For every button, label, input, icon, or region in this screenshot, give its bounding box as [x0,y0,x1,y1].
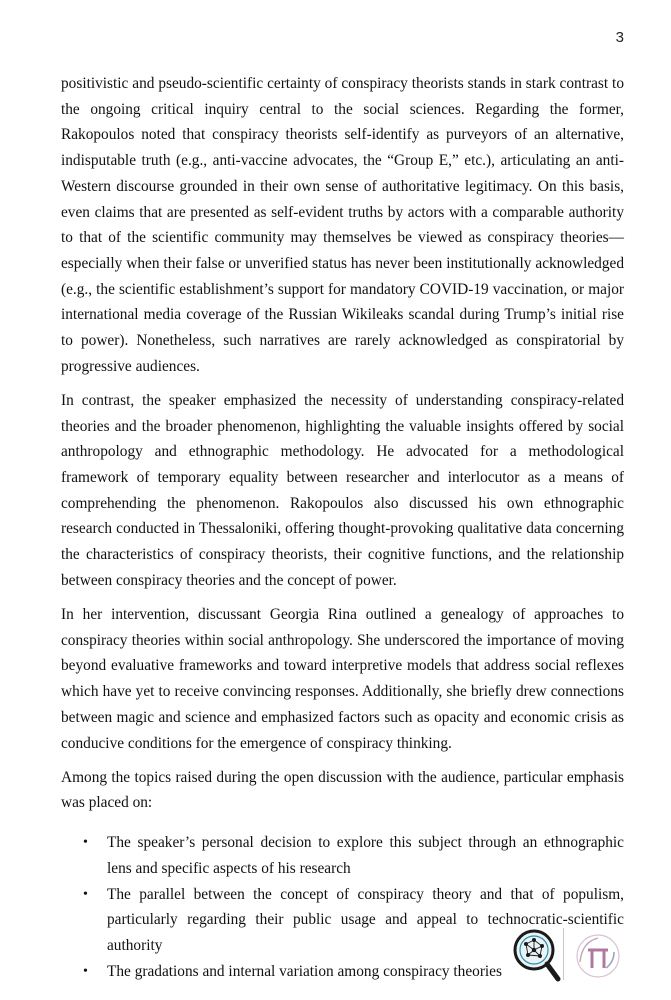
paragraph: Among the topics raised during the open discussion with the audience, particular emphasis was placed on: [61,768,624,812]
list-item-text: The speaker’s personal decision to explore this subject through an ethnographic lens and specific aspects of his research [107,834,624,877]
paragraph: In contrast, the speaker emphasized the necessity of understanding conspiracy-related theories and the broader phenomenon, highlighting the valuable insights offered by social anthropology and ethnographic methodology. He advocated for a methodological framework of temporary equality between researcher and interlocutor as a means of comprehending the phenomenon. Rakopoulos also discussed his own ethnographic research conducted in Thessaloniki, offering thought-provoking qualitative data concerning the characteristics of conspiracy theorists, their cognitive functions, and the relationship between conspiracy theories and the concept of power. [61,391,624,589]
paragraph: positivistic and pseudo-scientific certainty of conspiracy theorists stands in stark contrast to the ongoing critical inquiry central to the social sciences. Regarding the former, Rakopoulos noted that conspiracy theorists self-identify as purveyors of an alternative, indisputable truth (e.g., anti-vaccine advocates, the “Group E,” etc.), articulating an anti-Western discourse grounded in their own sense of authoritative legitimacy. On this basis, even claims that are presented as self-evident truths by actors with a comparable authority to that of the scientific community may themselves be viewed as conspiracy theories—especially when their false or unverified status has never been institutionally acknowledged (e.g., the scientific establishment’s support for mandatory COVID-19 vaccination, or major international media coverage of the Russian Wikileaks scandal during Trump’s initial rise to power). Nonetheless, such narratives are rarely acknowledged as conspiratorial by progressive audiences. [61,75,624,375]
bullet-icon: • [83,835,88,851]
bullet-icon: • [83,963,88,979]
institution-emblem-icon [570,928,626,984]
footer-logos [510,926,630,986]
paragraph: In her intervention, discussant Georgia Rina outlined a genealogy of approaches to conspiracy theories within social anthropology. She underscored the importance of moving beyond evaluative frameworks and toward interpretive models that address social reflexes which have yet to receive convincing responses. Additionally, she briefly drew connections between magic and science and emphasized factors such as opacity and economic crisis as conducive conditions for the emergence of conspiracy thinking. [61,606,624,752]
logo-divider [563,928,564,980]
magnifier-network-icon [510,926,562,986]
bullet-icon: • [83,886,88,902]
list-item [61,830,624,881]
document-body [61,71,624,984]
list-item-text: The gradations and internal variation among conspiracy theories [107,962,502,980]
page-number: 3 [615,29,624,46]
list-item-text: The parallel between the concept of conspiracy theory and that of populism, particularly regarding their public usage and appeal to technocratic-scientific authority [107,885,624,954]
